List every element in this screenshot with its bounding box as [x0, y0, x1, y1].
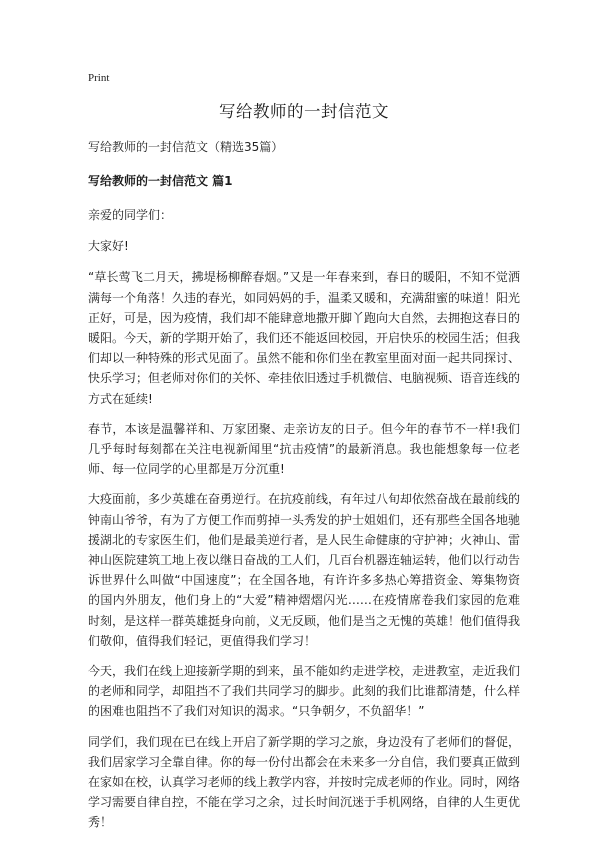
paragraph: 同学们，我们现在已在线上开启了新学期的学习之旅，身边没有了老师们的督促，我们居家学习全靠自律。你的每一份付出都会在未来多一分自信，我们要真正做到在家如在校，认真学习老师的线上教学内容，并按时完成老师的作业。同时，网络学习需要自律自控，不能在学习之余，过长时间沉迷于手机网络，自律的人生更优秀！	[88, 734, 521, 830]
paragraph: 大疫面前，多少英雄在奋勇逆行。在抗疫前线，有年过八旬却依然奋战在最前线的钟南山爷爷，有为了方便工作而剪掉一头秀发的护士姐姐们，还有那些全国各地驰援湖北的专家医生们，他们是最美逆行者，是人民生命健康的守护神；火神山、雷神山医院建筑工地上夜以继日奋战的工人们，几百台机器连轴运转，他们以行动告诉世界什么叫做“中国速度”；在全国各地，有许许多多热心筹措资金、筹集物资的国内外朋友，他们身上的“大爱”精神熠熠闪光……在疫情席卷我们家园的危难时刻，是这样一群英雄挺身向前，义无反顾，他们是当之无愧的英雄！他们值得我们敬仰，值得我们轻记，更值得我们学习！	[88, 492, 521, 648]
document-page	[88, 66, 520, 843]
section-heading: 写给教师的一封信范文 篇1	[88, 174, 233, 188]
greeting: 大家好!	[88, 239, 129, 254]
paragraph: “草长莺飞二月天，拂堤杨柳醉春烟。”又是一年春来到，春日的暖阳，不知不觉洒满每一个角落！久违的春光，如同妈妈的手，温柔又暖和，充满甜蜜的味道！阳光正好，可是，因为疫情，我们却不能肆意地撒开脚丫跑向大自然，去拥抱这春日的暖阳。今天，新的学期开始了，我们还不能返回校园，开启快乐的校园生活；但我们却以一种特殊的形式见面了。虽然不能和你们坐在教室里面对面一起共同探讨、快乐学习；但老师对你们的关怀、牵挂依旧透过手机微信、电脑视频、语音连线的方式在延续!	[88, 270, 521, 406]
paragraph: 今天，我们在线上迎接新学期的到来，虽不能如约走进学校，走进教室，走近我们的老师和同学，却阻挡不了我们共同学习的脚步。此刻的我们比谁都清楚，什么样的困难也阻挡不了我们对知识的渴求。“只争朝夕，不负韶华！”	[88, 664, 521, 719]
document-subtitle: 写给教师的一封信范文（精选35篇）	[88, 140, 284, 154]
document-title: 写给教师的一封信范文	[219, 102, 389, 121]
print-link[interactable]: Print	[88, 72, 110, 84]
salutation: 亲爱的同学们：	[88, 208, 173, 222]
paragraph: 春节，本该是温馨祥和、万家团聚、走亲访友的日子。但今年的春节不一样!我们几乎每时每刻都在关注电视新闻里“抗击疫情”的最新消息。我也能想象每一位老师、每一位同学的心里都是万分沉重!	[88, 421, 520, 477]
